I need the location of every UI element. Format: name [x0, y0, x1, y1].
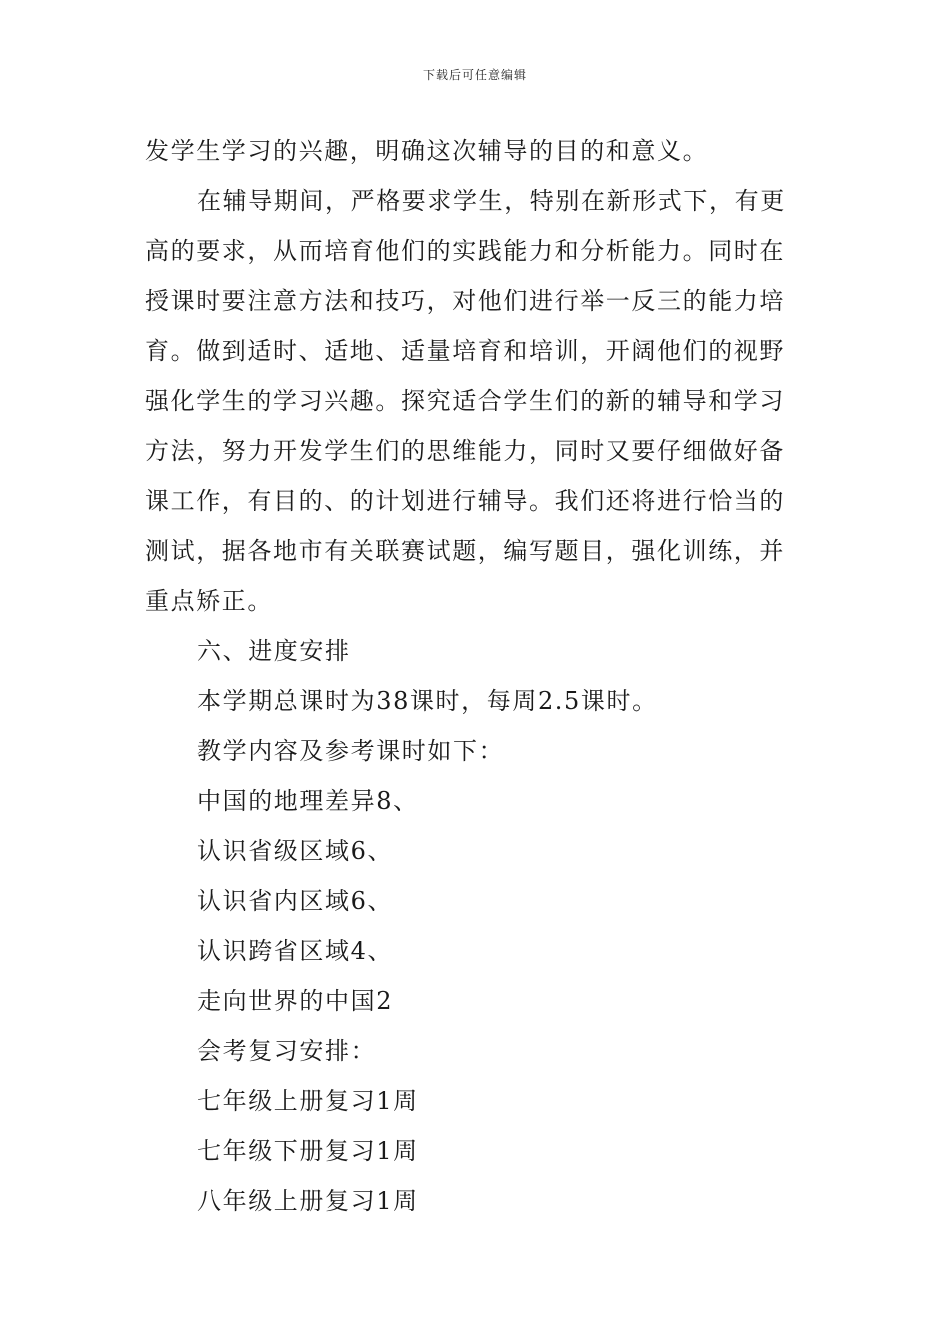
list-item: 中国的地理差异8、 [197, 787, 419, 815]
section-heading-schedule: 六、进度安排 [197, 637, 351, 665]
page-header: 下载后可任意编辑 [422, 68, 527, 82]
list-item: 认识省级区域6、 [197, 837, 394, 865]
paragraph-continuation: 发学生学习的兴趣，明确这次辅导的目的和意义。 [145, 137, 709, 165]
paragraph-total-hours: 本学期总课时为38课时，每周2.5课时。 [197, 687, 658, 715]
list-item: 走向世界的中国2 [197, 987, 394, 1015]
list-item: 认识跨省区域4、 [197, 937, 394, 965]
list-item: 认识省内区域6、 [197, 887, 394, 915]
paragraph-review-heading: 会考复习安排： [197, 1037, 377, 1065]
list-item: 八年级上册复习1周 [197, 1187, 419, 1215]
list-item: 七年级下册复习1周 [197, 1137, 419, 1165]
list-item: 七年级上册复习1周 [197, 1087, 419, 1115]
paragraph-tutoring-requirements: 在辅导期间，严格要求学生，特别在新形式下，有更高的要求，从而培育他们的实践能力和分析能力。同时在授课时要注意方法和技巧，对他们进行举一反三的能力培育。做到适时、适地、适量培育和培训，开阔他们的视野强化学生的学习兴趣。探究适合学生们的新的辅导和学习方法，努力开发学生们的思维能力，同时又要仔细做好备课工作，有目的、的计划进行辅导。我们还将进行恰当的测试，据各地市有关联赛试题，编写题目，强化训练，并重点矫正。 [145, 187, 786, 615]
paragraph-content-intro: 教学内容及参考课时如下： [197, 737, 505, 765]
document-body [145, 126, 810, 1226]
